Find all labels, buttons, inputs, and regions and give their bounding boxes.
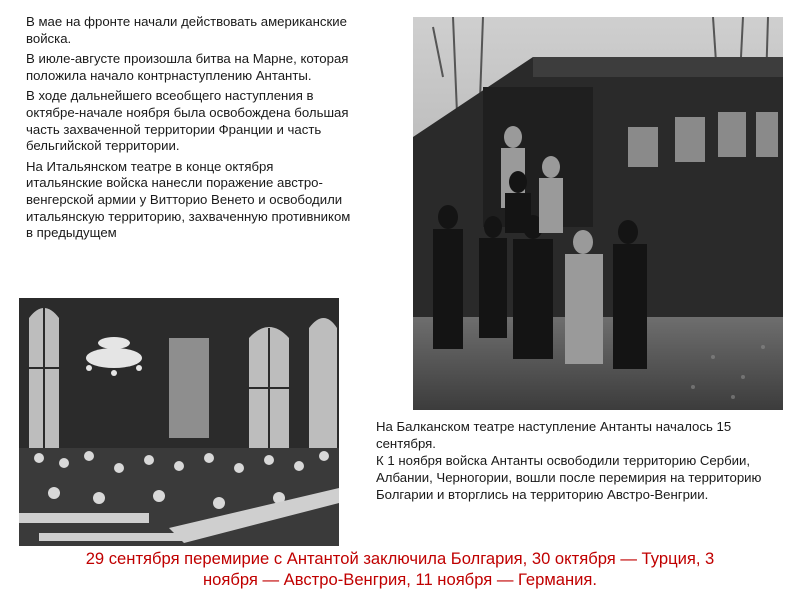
right-text-block — [376, 418, 776, 503]
paragraph-italian-theatre: На Итальянском театре в конце октября итальянские войска нанесли поражение австро-венгерской армии у Витторио Венето и освободили итальянскую территорию, захваченную противником в предыдущем — [26, 158, 351, 241]
armistice-summary-line-2: ноября — Австро-Венгрия, 11 ноября — Германия. — [202, 569, 598, 589]
armistice-summary — [10, 549, 790, 590]
armistice-train-photo — [413, 17, 783, 410]
armistice-summary-line-1: 29 сентября перемирие с Антантой заключила Болгария, 30 октября — Турция, 3 — [85, 549, 715, 568]
paragraph-general-offensive: В ходе дальнейшего всеобщего наступления в октябре-начале ноября была освобождена большая часть захваченной территории Франции и часть бельгийской территории. — [26, 88, 349, 154]
conference-hall-photo — [19, 298, 339, 546]
paragraph-balkan-liberation: К 1 ноября войска Антанты освободили территорию Сербии, Албании, Черногории, вошли после перемирия на территорию Болгарии и вторглись на территорию Австро-Венгрии. — [376, 453, 762, 502]
left-text-block — [26, 14, 352, 296]
paragraph-marne-battle: В июле-августе произошла битва на Марне, которая положила начало контрнаступлению Антанты. — [26, 51, 349, 83]
paragraph-balkan-theatre: На Балканском театре наступление Антанты началось 15 сентября. — [376, 419, 732, 451]
paragraph-american-troops: В мае на фронте начали действовать американские войска. — [26, 14, 347, 46]
